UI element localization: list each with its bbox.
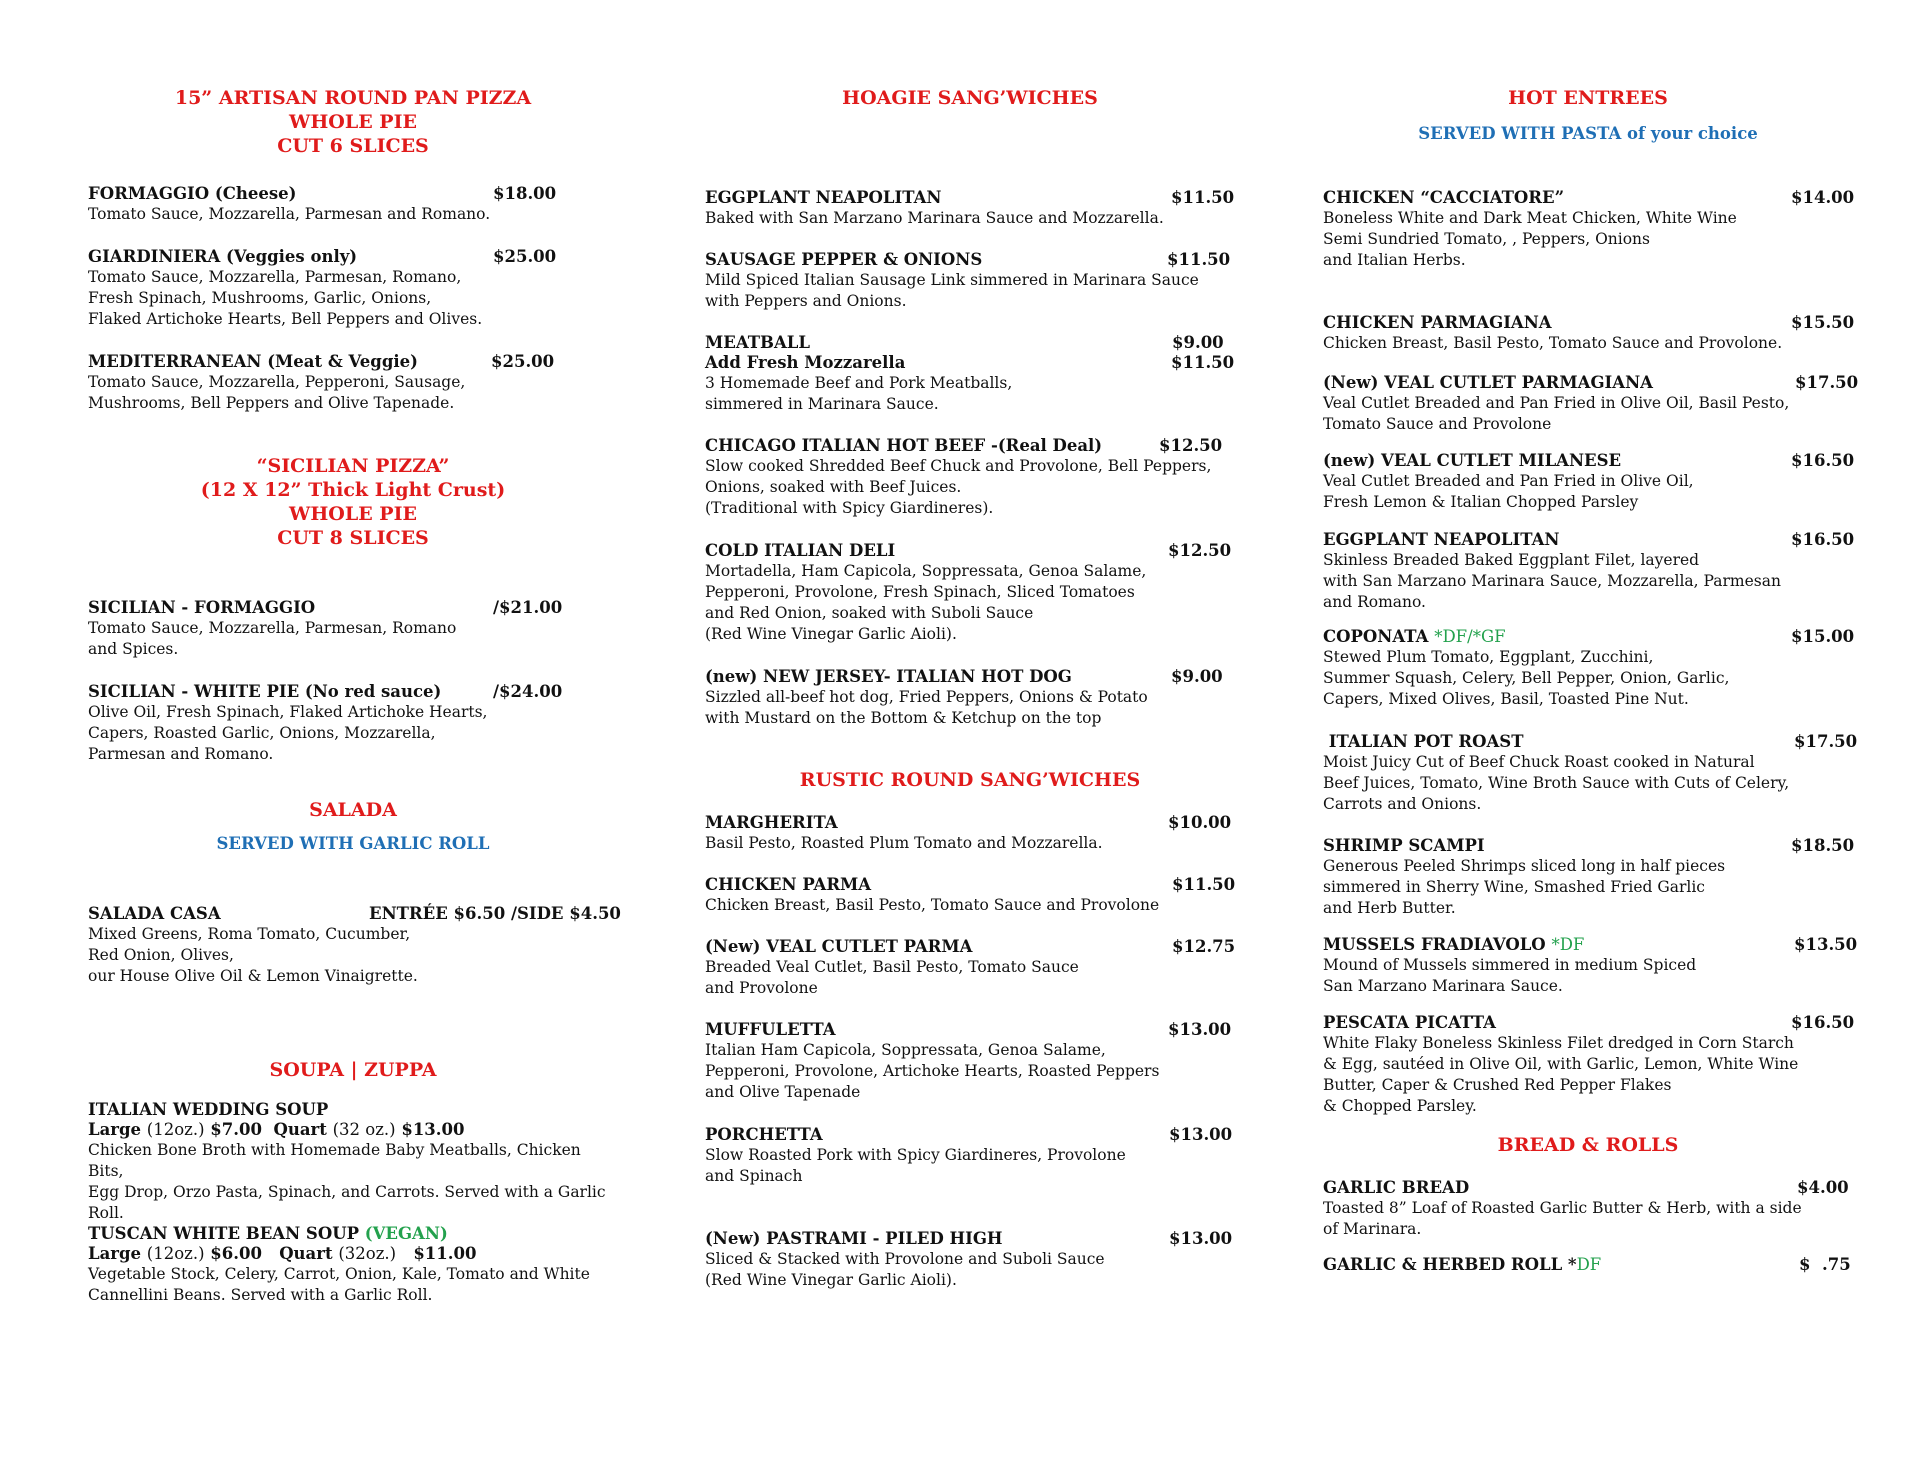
- menu-item: [705, 875, 1245, 916]
- item-price: $ .75: [1799, 1255, 1851, 1274]
- soup-sizes: Large (12oz.) $6.00 Quart (32oz.) $11.00: [88, 1244, 477, 1263]
- item-desc: Skinless Breaded Baked Eggplant Filet, layered with San Marzano Marinara Sauce, Mozzarella, Parmesan and Romano.: [1323, 551, 1781, 611]
- item-name: PESCATA PICATTA: [1323, 1013, 1496, 1032]
- item-desc: Chicken Breast, Basil Pesto, Tomato Sauce and Provolone: [705, 896, 1160, 914]
- item-name: (New) PASTRAMI - PILED HIGH: [705, 1229, 1003, 1248]
- item-price: $12.75: [1172, 937, 1236, 956]
- bread-heading: BREAD & ROLLS: [1497, 1134, 1679, 1156]
- item-name: SAUSAGE PEPPER & ONIONS: [705, 250, 983, 269]
- diet-tag: *DF: [1551, 935, 1585, 954]
- item-name: FORMAGGIO (Cheese): [88, 184, 297, 203]
- menu-item: [1323, 373, 1863, 435]
- item-desc: Moist Juicy Cut of Beef Chuck Roast cooked in Natural Beef Juices, Tomato, Wine Broth Sauce with Cuts of Celery, Carrots and Onions.: [1323, 753, 1790, 813]
- soup-item: [88, 1100, 618, 1224]
- item-price: $17.50: [1794, 732, 1858, 751]
- item-price: $13.50: [1794, 935, 1858, 954]
- item-name: (new) NEW JERSEY- ITALIAN HOT DOG: [705, 667, 1072, 686]
- item-desc: White Flaky Boneless Skinless Filet dredged in Corn Starch & Egg, sautéed in Olive Oil, with Garlic, Lemon, White Wine Butter, Caper & Crushed Red Pepper Flakes & Chopped Parsley.: [1323, 1034, 1799, 1115]
- item-desc: Baked with San Marzano Marinara Sauce and Mozzarella.: [705, 209, 1164, 227]
- item-price: $13.00: [1168, 1020, 1232, 1039]
- menu-item: [705, 541, 1245, 645]
- item-desc: 3 Homemade Beef and Pork Meatballs, simmered in Marinara Sauce.: [705, 374, 1013, 413]
- item-price: $11.50: [1171, 188, 1235, 207]
- menu-item: [705, 188, 1245, 229]
- item-price: $17.50: [1795, 373, 1859, 392]
- menu-item: [88, 598, 618, 660]
- item-desc: Tomato Sauce, Mozzarella, Parmesan and Romano.: [88, 205, 491, 223]
- menu-item: [705, 353, 1245, 415]
- item-desc: Veal Cutlet Breaded and Pan Fried in Olive Oil, Fresh Lemon & Italian Chopped Parsley: [1323, 472, 1694, 511]
- item-desc: Mortadella, Ham Capicola, Soppressata, Genoa Salame, Pepperoni, Provolone, Fresh Spinach, Sliced Tomatoes and Red Onion, soaked with Suboli Sauce (Red Wine Vinegar Garlic Aioli).: [705, 562, 1147, 643]
- item-name-row: [1323, 627, 1863, 647]
- item-price: /$24.00: [493, 682, 563, 701]
- sicilian-heading: “SICILIAN PIZZA” (12 X 12” Thick Light Crust) WHOLE PIE CUT 8 SLICES: [200, 455, 506, 549]
- item-name: SICILIAN - WHITE PIE (No red sauce): [88, 682, 442, 701]
- item-name: TUSCAN WHITE BEAN SOUP: [88, 1224, 360, 1243]
- item-name: CHICKEN PARMAGIANA: [1323, 313, 1552, 332]
- item-desc: Veal Cutlet Breaded and Pan Fried in Olive Oil, Basil Pesto, Tomato Sauce and Provolone: [1323, 394, 1790, 433]
- item-price: $13.00: [1169, 1229, 1233, 1248]
- soup-heading: SOUPA | ZUPPA: [269, 1059, 437, 1081]
- item-price: /$21.00: [493, 598, 563, 617]
- entrees-subheading: SERVED WITH PASTA of your choice: [1418, 124, 1758, 143]
- item-name: COLD ITALIAN DELI: [705, 541, 896, 560]
- item-desc: Toasted 8” Loaf of Roasted Garlic Butter & Herb, with a side of Marinara.: [1323, 1199, 1802, 1238]
- item-desc: Mixed Greens, Roma Tomato, Cucumber, Red Onion, Olives, our House Olive Oil & Lemon Vinaigrette.: [88, 925, 418, 985]
- item-name: GARLIC & HERBED ROLL *: [1323, 1255, 1577, 1274]
- item-desc: Generous Peeled Shrimps sliced long in half pieces simmered in Sherry Wine, Smashed Fried Garlic and Herb Butter.: [1323, 857, 1726, 917]
- entrees-heading: HOT ENTREES: [1508, 87, 1668, 109]
- item-name: MUFFULETTA: [705, 1020, 836, 1039]
- item-name: (new) VEAL CUTLET MILANESE: [1323, 451, 1622, 470]
- item-price: $14.00: [1791, 188, 1855, 207]
- item-price: $25.00: [493, 247, 557, 266]
- menu-item: [705, 937, 1245, 999]
- item-desc: Mound of Mussels simmered in medium Spiced San Marzano Marinara Sauce.: [1323, 956, 1697, 995]
- item-desc: Olive Oil, Fresh Spinach, Flaked Artichoke Hearts, Capers, Roasted Garlic, Onions, Mozzarella, Parmesan and Romano.: [88, 703, 488, 763]
- menu-item: [1323, 627, 1863, 710]
- item-name: COPONATA: [1323, 627, 1429, 646]
- item-desc: Tomato Sauce, Mozzarella, Pepperoni, Sausage, Mushrooms, Bell Peppers and Olive Tapenade.: [88, 373, 466, 412]
- diet-tag: *DF/*GF: [1434, 627, 1506, 646]
- item-price: $11.50: [1167, 250, 1231, 269]
- menu-item: [705, 1125, 1245, 1187]
- item-price: $15.50: [1791, 313, 1855, 332]
- item-name: MUSSELS FRADIAVOLO: [1323, 935, 1546, 954]
- item-name: SHRIMP SCAMPI: [1323, 836, 1485, 855]
- pizza-heading: 15” ARTISAN ROUND PAN PIZZA WHOLE PIE CUT 6 SLICES: [174, 87, 532, 157]
- item-desc: Italian Ham Capicola, Soppressata, Genoa Salame, Pepperoni, Provolone, Artichoke Hearts, Roasted Peppers and Olive Tapenade: [705, 1041, 1160, 1101]
- menu-item: [705, 813, 1245, 854]
- item-price: $12.50: [1159, 436, 1223, 455]
- menu-item: [705, 250, 1245, 312]
- item-name-row: [1323, 1255, 1863, 1275]
- item-price: $16.50: [1791, 530, 1855, 549]
- item-name: PORCHETTA: [705, 1125, 823, 1144]
- salada-heading: SALADA: [309, 799, 397, 821]
- salada-subheading: SERVED WITH GARLIC ROLL: [216, 834, 490, 853]
- item-price: $13.00: [1169, 1125, 1233, 1144]
- menu-item: [88, 247, 618, 330]
- menu-item: [1323, 1255, 1863, 1275]
- item-name-row: [88, 1224, 618, 1244]
- item-name: CHICKEN PARMA: [705, 875, 872, 894]
- item-desc: Slow cooked Shredded Beef Chuck and Provolone, Bell Peppers, Onions, soaked with Beef Juices. (Traditional with Spicy Giardineres).: [705, 457, 1212, 517]
- soup-item: [88, 1224, 618, 1306]
- menu-item: [88, 904, 621, 987]
- menu-item: [88, 352, 618, 414]
- item-desc: Breaded Veal Cutlet, Basil Pesto, Tomato Sauce and Provolone: [705, 958, 1079, 997]
- vegan-tag: (VEGAN): [364, 1224, 448, 1243]
- menu-item: [1323, 313, 1863, 354]
- menu-item: [88, 184, 618, 225]
- item-name: GARLIC BREAD: [1323, 1178, 1470, 1197]
- menu-item: [1323, 935, 1863, 997]
- item-price: $10.00: [1168, 813, 1232, 832]
- item-desc: Tomato Sauce, Mozzarella, Parmesan, Romano and Spices.: [88, 619, 457, 658]
- diet-tag: DF: [1576, 1255, 1602, 1274]
- item-name: MEATBALL: [705, 333, 810, 352]
- item-name: (New) VEAL CUTLET PARMAGIANA: [1323, 373, 1653, 392]
- item-name: EGGPLANT NEAPOLITAN: [1323, 530, 1560, 549]
- item-name: MEDITERRANEAN (Meat & Veggie): [88, 352, 418, 371]
- item-price: $18.00: [493, 184, 557, 203]
- item-price: $16.50: [1791, 1013, 1855, 1032]
- item-name: ITALIAN POT ROAST: [1323, 732, 1524, 751]
- menu-item: [1323, 530, 1863, 613]
- item-name: Add Fresh Mozzarella: [705, 353, 906, 372]
- menu-item: [1323, 1178, 1863, 1240]
- item-name: (New) VEAL CUTLET PARMA: [705, 937, 973, 956]
- menu-item: [705, 436, 1245, 519]
- menu-item: [1323, 451, 1863, 513]
- item-desc: Tomato Sauce, Mozzarella, Parmesan, Romano, Fresh Spinach, Mushrooms, Garlic, Onions, Flaked Artichoke Hearts, Bell Peppers and Olives.: [88, 268, 483, 328]
- item-name: ITALIAN WEDDING SOUP: [88, 1100, 329, 1119]
- item-name: MARGHERITA: [705, 813, 838, 832]
- item-price: $25.00: [491, 352, 555, 371]
- item-price: $12.50: [1168, 541, 1232, 560]
- menu-item: [705, 667, 1245, 729]
- item-desc: Basil Pesto, Roasted Plum Tomato and Mozzarella.: [705, 834, 1103, 852]
- item-name: SICILIAN - FORMAGGIO: [88, 598, 316, 617]
- item-price: ENTRÉE $6.50 /SIDE $4.50: [369, 904, 621, 923]
- menu-item: [705, 1229, 1245, 1291]
- item-desc: Boneless White and Dark Meat Chicken, White Wine Semi Sundried Tomato, , Peppers, Onions and Italian Herbs.: [1323, 209, 1737, 269]
- item-name-row: [1323, 935, 1863, 955]
- menu-item: [88, 682, 618, 765]
- item-name: GIARDINIERA (Veggies only): [88, 247, 358, 266]
- item-name: CHICKEN “CACCIATORE”: [1323, 188, 1565, 207]
- menu-item: [705, 333, 1245, 353]
- menu-item: [1323, 836, 1863, 919]
- item-name: CHICAGO ITALIAN HOT BEEF -(Real Deal): [705, 436, 1103, 455]
- item-price: $15.00: [1791, 627, 1855, 646]
- soup-sizes: Large (12oz.) $7.00 Quart (32 oz.) $13.00: [88, 1120, 465, 1139]
- menu-item: [705, 1020, 1245, 1103]
- item-desc: Sizzled all-beef hot dog, Fried Peppers, Onions & Potato with Mustard on the Bottom & Ketchup on the top: [705, 688, 1148, 727]
- item-price: $4.00: [1797, 1178, 1849, 1197]
- rustic-heading: RUSTIC ROUND SANG’WICHES: [799, 769, 1141, 791]
- item-desc: Sliced & Stacked with Provolone and Suboli Sauce (Red Wine Vinegar Garlic Aioli).: [705, 1250, 1105, 1289]
- item-desc: Slow Roasted Pork with Spicy Giardineres, Provolone and Spinach: [705, 1146, 1126, 1185]
- menu-item: [1323, 1013, 1863, 1117]
- menu-item: [1323, 188, 1863, 271]
- hoagie-heading: HOAGIE SANG’WICHES: [842, 87, 1098, 109]
- item-price: $16.50: [1791, 451, 1855, 470]
- item-desc: Chicken Bone Broth with Homemade Baby Meatballs, Chicken Bits, Egg Drop, Orzo Pasta, Spinach, and Carrots. Served with a Garlic Roll.: [88, 1141, 606, 1222]
- item-name: EGGPLANT NEAPOLITAN: [705, 188, 942, 207]
- item-price: $18.50: [1791, 836, 1855, 855]
- menu-item: [1323, 732, 1863, 815]
- item-price: $11.50: [1171, 353, 1235, 372]
- item-price: $11.50: [1172, 875, 1236, 894]
- item-desc: Mild Spiced Italian Sausage Link simmered in Marinara Sauce with Peppers and Onions.: [705, 271, 1199, 310]
- item-desc: Chicken Breast, Basil Pesto, Tomato Sauce and Provolone.: [1323, 334, 1783, 352]
- item-desc: Stewed Plum Tomato, Eggplant, Zucchini, Summer Squash, Celery, Bell Pepper, Onion, Garlic, Capers, Mixed Olives, Basil, Toasted Pine Nut.: [1323, 648, 1730, 708]
- item-desc: Vegetable Stock, Celery, Carrot, Onion, Kale, Tomato and White Cannellini Beans. Served with a Garlic Roll.: [88, 1265, 590, 1304]
- item-name: SALADA CASA: [88, 904, 221, 923]
- item-price: $9.00: [1172, 333, 1224, 352]
- item-price: $9.00: [1171, 667, 1223, 686]
